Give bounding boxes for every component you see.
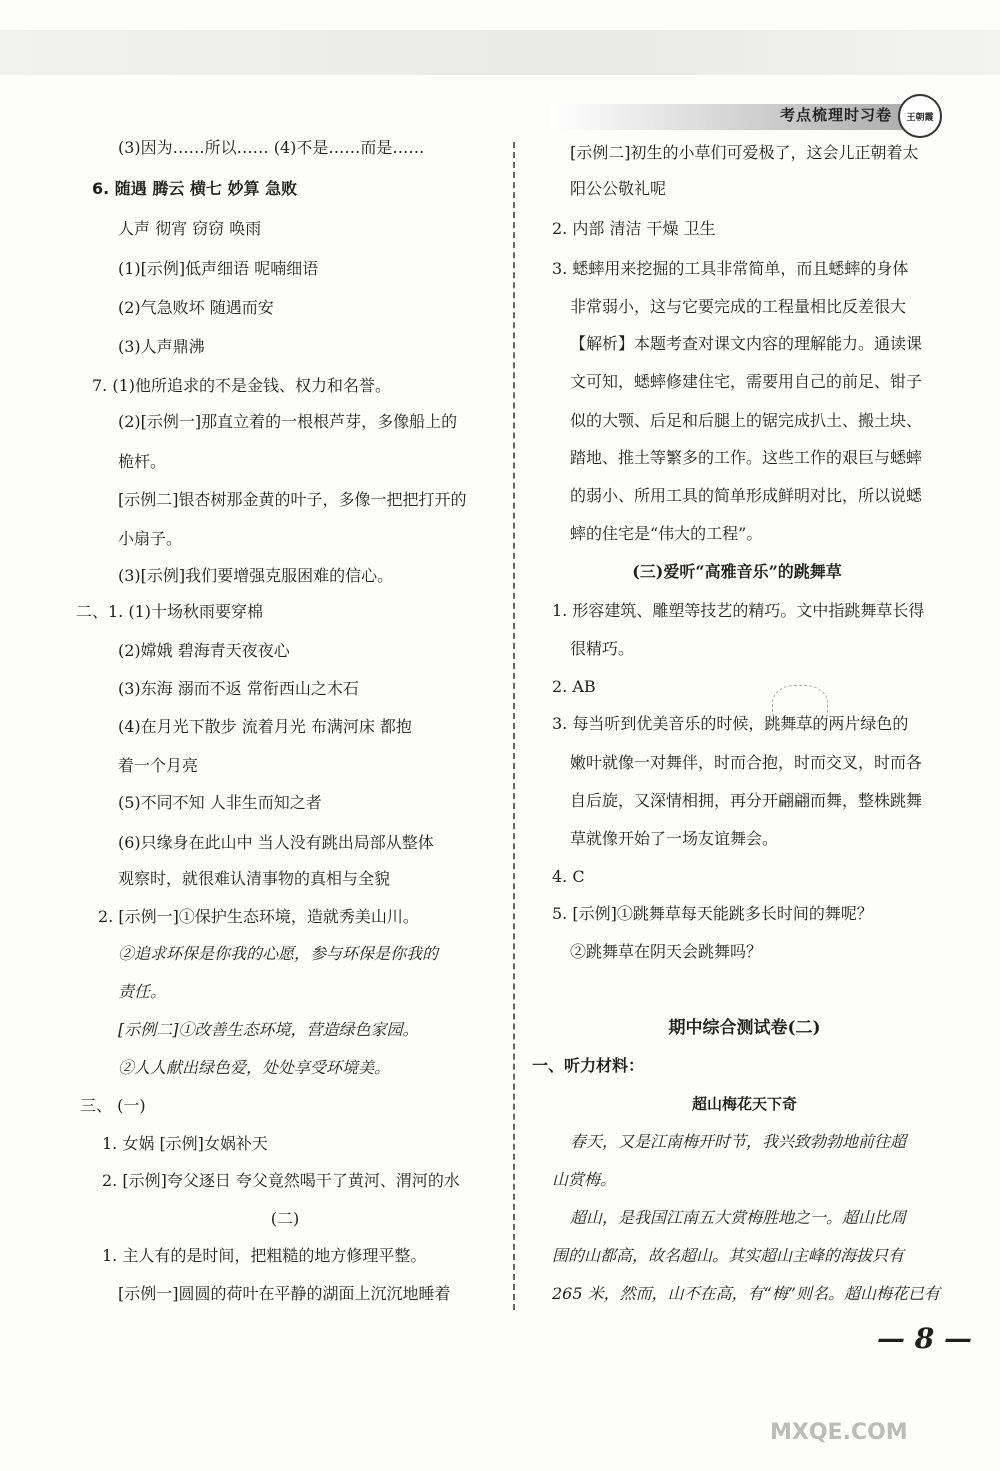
answer-line: (5)不同不知 人非生而知之者	[118, 793, 322, 812]
header-title: 考点梳理时习卷	[779, 106, 892, 124]
answer-line: (2)嫦娥 碧海青天夜夜心	[118, 641, 290, 660]
scan-top-band	[0, 30, 1000, 75]
answer-line: 6. 随遇 腾云 横七 妙算 急败	[92, 179, 298, 198]
passage-line: 山赏梅。	[552, 1170, 617, 1189]
analysis-line: 【解析】本题考查对课文内容的理解能力。通读课	[570, 334, 923, 353]
answer-line: 非常弱小，这与它要完成的工程量相比反差很大	[570, 297, 907, 316]
answer-line: 自后旋，又深情相拥，再分开翩翩而舞，整株跳舞	[570, 791, 923, 810]
answer-line: 蟀的住宅是“伟大的工程”。	[570, 524, 763, 543]
answer-line: 桅杆。	[118, 452, 167, 471]
answer-line: 2. 内部 清洁 干燥 卫生	[552, 219, 716, 238]
page-number: — 8 —	[877, 1322, 972, 1355]
answer-line: 2. AB	[552, 677, 596, 696]
answer-line: 7. (1)他所追求的不是金钱、权力和名誉。	[92, 376, 392, 395]
answer-line: 踏地、推土等繁多的工作。这些工作的艰巨与蟋蟀	[570, 448, 923, 467]
answer-line: (3)东海 溺而不返 常衔西山之木石	[118, 679, 359, 698]
answer-line: 小扇子。	[118, 529, 183, 548]
answer-line: [示例一]圆圆的荷叶在平静的湖面上沉沉地睡着	[118, 1284, 451, 1303]
answer-line: 嫩叶就像一对舞伴，时而合抱，时而交叉，时而各	[570, 753, 923, 772]
exam-title: 期中综合测试卷(二)	[668, 1018, 821, 1038]
passage-title: 超山梅花天下奇	[691, 1095, 797, 1113]
answer-line: 观察时，就很难认清事物的真相与全貌	[118, 869, 391, 888]
column-divider	[513, 142, 515, 1310]
answer-line: 责任。	[118, 982, 167, 1001]
section-heading: 一、听力材料：	[532, 1056, 645, 1075]
answer-line: 1. 主人有的是时间，把粗糙的地方修理平整。	[102, 1246, 427, 1265]
answer-line: ②人人献出绿色爱，处处享受环境美。	[118, 1058, 391, 1077]
answer-line: 很精巧。	[570, 639, 635, 658]
answer-line: 着一个月亮	[118, 756, 199, 775]
answer-line: 阳公公敬礼呢	[570, 179, 667, 198]
answer-line: ②跳舞草在阴天会跳舞吗？	[570, 942, 763, 961]
answer-line: 2. [示例]夸父逐日 夸父竟然喝干了黄河、渭河的水	[102, 1171, 460, 1190]
answer-line: (4)在月光下散步 流着月光 布满河床 都抱	[118, 717, 412, 736]
answer-line: [示例二]初生的小草们可爱极了，这会儿正朝着太	[570, 143, 919, 162]
page-header	[550, 100, 950, 140]
answer-line: (6)只缘身在此山中 当人没有跳出局部从整体	[118, 833, 434, 852]
answer-line: [示例二]银杏树那金黄的叶子，多像一把把打开的	[118, 490, 467, 509]
section-heading: 三、 (一)	[80, 1096, 146, 1115]
watermark: MXQE.COM	[770, 1420, 908, 1445]
brand-logo-icon: 王朝霞	[898, 94, 942, 138]
passage-line: 265 米，然而，山不在高，有“梅”则名。超山梅花已有	[552, 1284, 940, 1303]
section-heading: (二)	[270, 1209, 300, 1228]
answer-line: 文可知，蟋蟀修建住宅，需要用自己的前足、钳子	[570, 372, 923, 391]
answer-line: 1. 形容建筑、雕塑等技艺的精巧。文中指跳舞草长得	[552, 601, 925, 620]
passage-line: 超山，是我国江南五大赏梅胜地之一。超山比周	[570, 1208, 907, 1227]
answer-line: 草就像开始了一场友谊舞会。	[570, 829, 779, 848]
faint-stamp-icon	[772, 685, 828, 729]
passage-line: 春天，又是江南梅开时节，我兴致勃勃地前往超	[570, 1132, 907, 1151]
section-heading: (三)爱听“高雅音乐”的跳舞草	[632, 562, 842, 581]
answer-line: 2. [示例一]①保护生态环境，造就秀美山川。	[98, 907, 419, 926]
answer-line: [示例二]①改善生态环境，营造绿色家园。	[118, 1020, 419, 1039]
answer-line: (2)[示例一]那直立着的一根根芦芽，多像船上的	[118, 412, 458, 431]
answer-line: (1)[示例]低声细语 呢喃细语	[118, 259, 319, 278]
answer-line: 1. 女娲 [示例]女娲补天	[102, 1134, 268, 1153]
answer-line: 似的大颚、后足和后腿上的锯完成扒土、搬土块、	[570, 411, 923, 430]
answer-line: ②追求环保是你我的心愿，参与环保是你我的	[118, 944, 439, 963]
answer-line: 4. C	[552, 867, 585, 886]
answer-line: (3)[示例]我们要增强克服困难的信心。	[118, 566, 394, 585]
passage-line: 围的山都高，故名超山。其实超山主峰的海拔只有	[552, 1246, 905, 1265]
answer-line: (2)气急败坏 随遇而安	[118, 298, 274, 317]
answer-line: 3. 蟋蟀用来挖掘的工具非常简单，而且蟋蟀的身体	[552, 259, 909, 278]
answer-line: 3. 每当听到优美音乐的时候，跳舞草的两片绿色的	[552, 714, 909, 733]
answer-line: (3)人声鼎沸	[118, 337, 205, 356]
answer-line: 5. [示例]①跳舞草每天能跳多长时间的舞呢？	[552, 904, 873, 923]
answer-line: 的弱小、所用工具的简单形成鲜明对比，所以说蟋	[570, 486, 923, 505]
answer-line: 二、1. (1)十场秋雨要穿棉	[76, 602, 264, 621]
answer-line: 人声 彻宵 窃窃 唤雨	[118, 219, 262, 238]
answer-line: (3)因为……所以…… (4)不是……而是……	[118, 138, 425, 157]
